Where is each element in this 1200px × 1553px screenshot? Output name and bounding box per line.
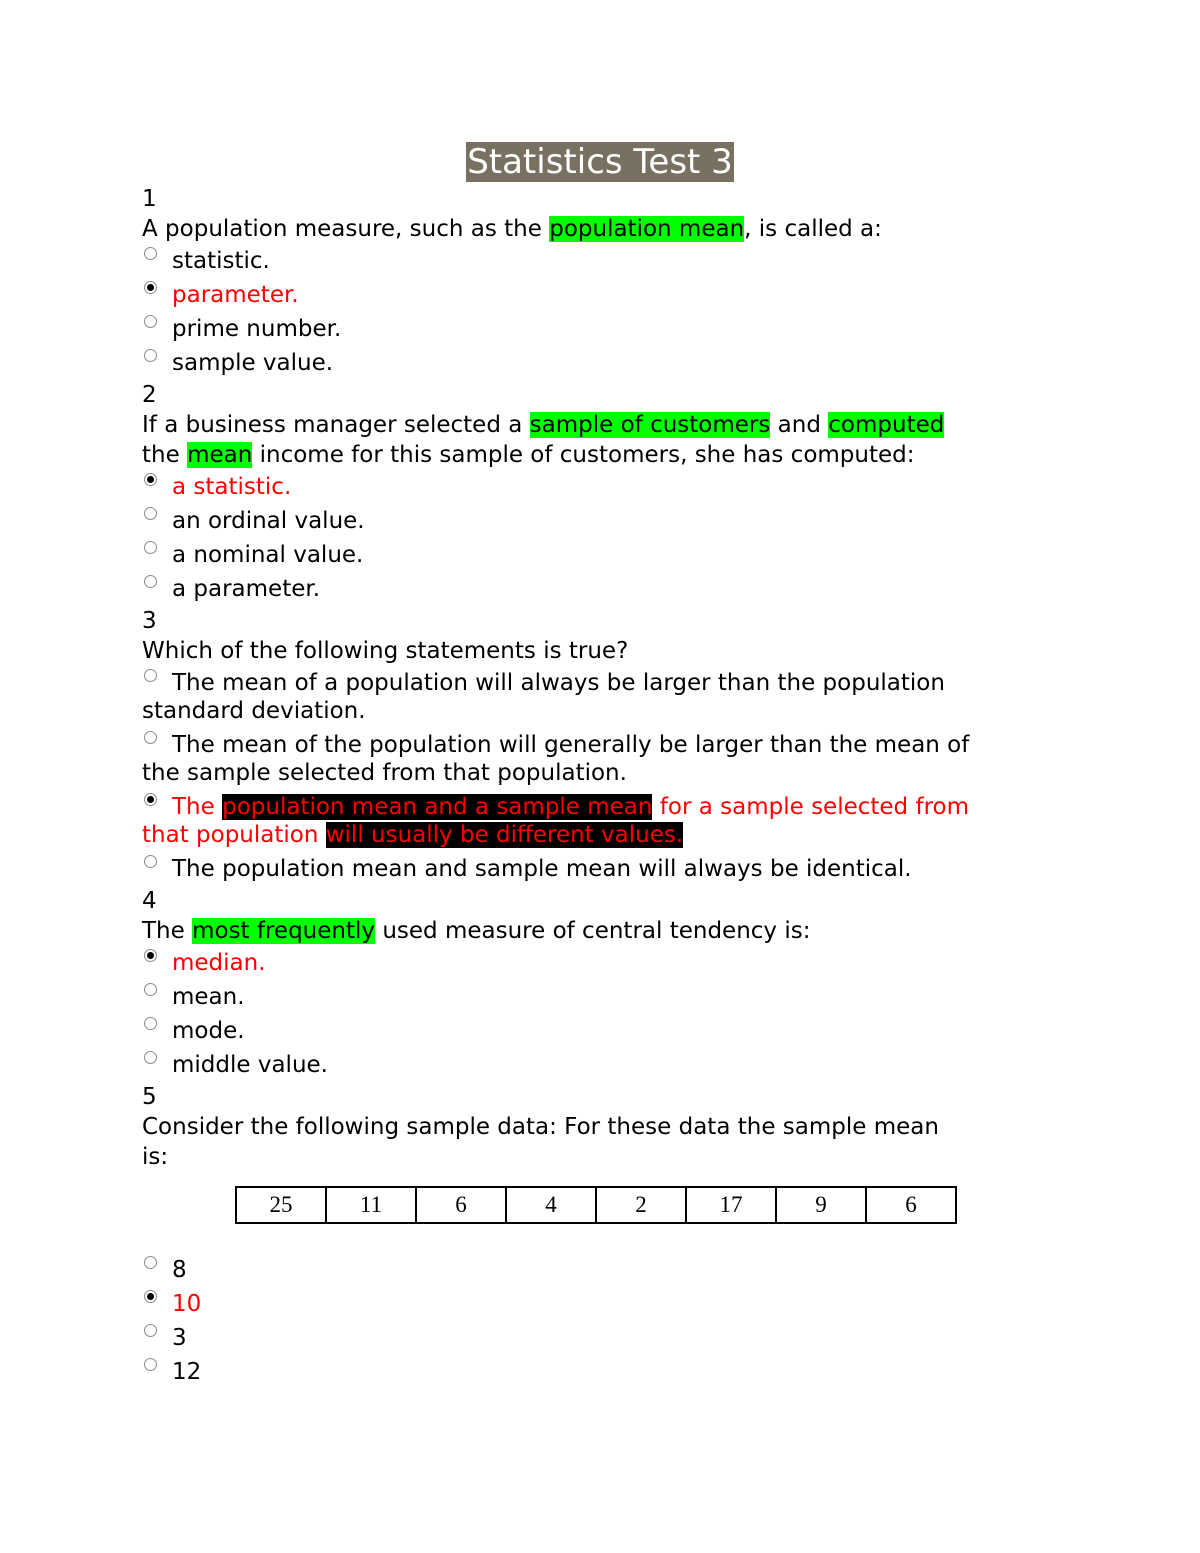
question-number: 5 (142, 1084, 157, 1110)
option-label: The (172, 794, 223, 820)
radio-button-checked[interactable] (144, 1290, 157, 1303)
option-line-1 (142, 728, 1062, 758)
radio-button[interactable] (144, 1017, 157, 1030)
answer-option-selected[interactable] (142, 278, 1062, 312)
option-label: median. (172, 950, 266, 976)
option-label: statistic. (172, 248, 270, 274)
table-cell: 25 (236, 1187, 326, 1223)
table-cell: 9 (776, 1187, 866, 1223)
question-number: 2 (142, 382, 157, 408)
question-2 (142, 380, 1062, 606)
answer-option[interactable] (142, 504, 1062, 538)
option-line-2 (142, 820, 1062, 852)
question-1 (142, 184, 1062, 380)
option-label: that population (142, 822, 326, 848)
option-label: a nominal value. (172, 542, 364, 568)
title-wrap (0, 142, 1200, 182)
option-label: The mean of a population will always be larger than the population (172, 670, 945, 696)
option-label: The mean of the population will generally be larger than the mean of (172, 732, 970, 758)
question-text-part: the (142, 442, 188, 468)
table-cell: 6 (416, 1187, 506, 1223)
question-3 (142, 606, 1062, 886)
question-text-part: The (142, 918, 193, 944)
option-label: 8 (172, 1257, 187, 1283)
answer-option[interactable] (142, 312, 1062, 346)
radio-button-checked[interactable] (144, 281, 157, 294)
answer-option[interactable] (142, 1355, 201, 1389)
questions-content (142, 184, 1062, 1172)
option-label: middle value. (172, 1052, 328, 1078)
option-label: for a sample selected from (652, 794, 969, 820)
radio-button[interactable] (144, 507, 157, 520)
radio-button[interactable] (144, 1256, 157, 1269)
question-text-part: used measure of central tendency is: (375, 918, 811, 944)
table-cell: 2 (596, 1187, 686, 1223)
question-text-part: If a business manager selected a (142, 412, 530, 438)
table-row (236, 1187, 956, 1223)
option-label: an ordinal value. (172, 508, 365, 534)
question-number: 4 (142, 888, 157, 914)
highlighted-phrase: population mean and a sample mean (222, 794, 653, 820)
question-5-options (142, 1253, 201, 1389)
answer-option[interactable] (142, 538, 1062, 572)
question-text-line-1 (142, 410, 1062, 440)
option-label: mode. (172, 1018, 245, 1044)
radio-button-checked[interactable] (144, 473, 157, 486)
option-label: 10 (172, 1291, 202, 1317)
option-label: mean. (172, 984, 245, 1010)
answer-option[interactable] (142, 980, 1062, 1014)
radio-button[interactable] (144, 983, 157, 996)
answer-option[interactable] (142, 666, 1062, 728)
option-label: prime number. (172, 316, 342, 342)
table-cell: 17 (686, 1187, 776, 1223)
answer-option[interactable] (142, 1321, 201, 1355)
answer-option[interactable] (142, 852, 1062, 886)
answer-option[interactable] (142, 1014, 1062, 1048)
question-text: Which of the following statements is true? (142, 638, 629, 664)
question-text (142, 916, 1062, 946)
radio-button[interactable] (144, 1051, 157, 1064)
answer-option[interactable] (142, 728, 1062, 790)
question-text-line-2 (142, 440, 1062, 470)
question-text (142, 214, 1062, 244)
question-5 (142, 1082, 1062, 1172)
question-number: 3 (142, 608, 157, 634)
answer-option-selected[interactable] (142, 790, 1062, 852)
option-label: 3 (172, 1325, 187, 1351)
answer-option[interactable] (142, 572, 1062, 606)
answer-option[interactable] (142, 1048, 1062, 1082)
question-text-part: , is called a: (744, 216, 882, 242)
answer-option-selected[interactable] (142, 1287, 201, 1321)
answer-option[interactable] (142, 1253, 201, 1287)
highlighted-phrase: population mean (549, 216, 745, 242)
highlighted-phrase: computed (828, 412, 945, 438)
radio-button-checked[interactable] (144, 793, 157, 806)
option-label: a statistic. (172, 474, 292, 500)
answer-option-selected[interactable] (142, 470, 1062, 504)
question-text-part: income for this sample of customers, she has computed: (252, 442, 915, 468)
question-text-line-1: Consider the following sample data: For these data the sample mean (142, 1114, 939, 1140)
table-cell: 11 (326, 1187, 416, 1223)
question-text-part: and (770, 412, 829, 438)
question-4 (142, 886, 1062, 1082)
question-number: 1 (142, 186, 157, 212)
radio-button[interactable] (144, 575, 157, 588)
radio-button[interactable] (144, 855, 157, 868)
radio-button[interactable] (144, 349, 157, 362)
table-cell: 4 (506, 1187, 596, 1223)
option-line-1 (142, 790, 1062, 820)
radio-button[interactable] (144, 315, 157, 328)
option-label: a parameter. (172, 576, 321, 602)
radio-button[interactable] (144, 1324, 157, 1337)
sample-data-table (235, 1186, 957, 1224)
radio-button[interactable] (144, 247, 157, 260)
document-title: Statistics Test 3 (467, 142, 733, 182)
sample-data-table-wrap (235, 1186, 957, 1224)
table-cell: 6 (866, 1187, 956, 1223)
highlighted-phrase: sample of customers (529, 412, 771, 438)
highlighted-phrase: mean (187, 442, 253, 468)
option-line-2: the sample selected from that population. (142, 760, 627, 786)
radio-button[interactable] (144, 541, 157, 554)
highlighted-phrase: most frequently (192, 918, 376, 944)
answer-option-selected[interactable] (142, 946, 1062, 980)
option-label: 12 (172, 1359, 202, 1385)
option-line-2: standard deviation. (142, 698, 366, 724)
option-label: parameter. (172, 282, 299, 308)
answer-option[interactable] (142, 244, 1062, 278)
option-label: sample value. (172, 350, 334, 376)
radio-button-checked[interactable] (144, 949, 157, 962)
option-label: The population mean and sample mean will always be identical. (172, 856, 912, 882)
highlighted-phrase: will usually be different values. (325, 822, 684, 848)
radio-button[interactable] (144, 731, 157, 744)
option-line-1 (142, 666, 1062, 696)
question-text-part: A population measure, such as the (142, 216, 550, 242)
radio-button[interactable] (144, 1358, 157, 1371)
radio-button[interactable] (144, 669, 157, 682)
answer-option[interactable] (142, 346, 1062, 380)
question-text-line-2: is: (142, 1144, 169, 1170)
